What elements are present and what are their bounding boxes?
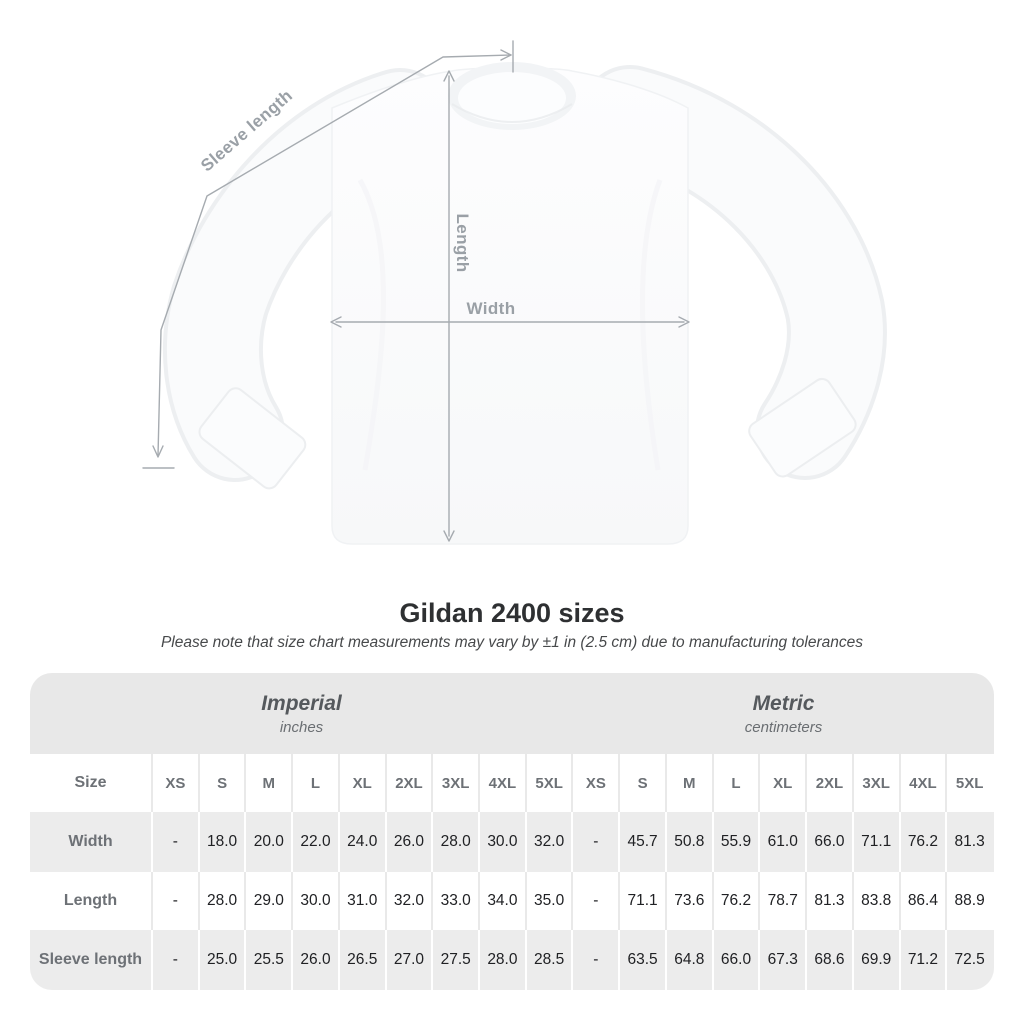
cell-imperial-sleeve-length-3xl: 27.5 xyxy=(433,930,480,990)
cell-imperial-width-5xl: 32.0 xyxy=(527,812,574,872)
size-column-header: Size xyxy=(30,754,153,812)
cell-metric-width-m: 50.8 xyxy=(667,812,714,872)
width-label: Width xyxy=(466,299,516,318)
header-metric-4xl: 4XL xyxy=(901,754,948,812)
imperial-header: Imperial xyxy=(261,691,342,715)
cell-metric-sleeve-length-2xl: 68.6 xyxy=(807,930,854,990)
size-grid xyxy=(30,754,994,990)
metric-unit-label: centimeters xyxy=(744,718,823,736)
header-metric-3xl: 3XL xyxy=(854,754,901,812)
header-imperial-l: L xyxy=(293,754,340,812)
header-imperial-3xl: 3XL xyxy=(433,754,480,812)
cell-metric-sleeve-length-xl: 67.3 xyxy=(760,930,807,990)
imperial-header-group xyxy=(30,673,573,754)
cell-metric-sleeve-length-s: 63.5 xyxy=(620,930,667,990)
cell-imperial-width-xs: - xyxy=(153,812,200,872)
cell-metric-sleeve-length-5xl: 72.5 xyxy=(947,930,994,990)
cell-imperial-width-s: 18.0 xyxy=(200,812,247,872)
cell-metric-length-xl: 78.7 xyxy=(760,872,807,930)
cell-imperial-sleeve-length-xs: - xyxy=(153,930,200,990)
cell-metric-sleeve-length-4xl: 71.2 xyxy=(901,930,948,990)
cell-imperial-sleeve-length-l: 26.0 xyxy=(293,930,340,990)
header-imperial-m: M xyxy=(246,754,293,812)
unit-header-band xyxy=(30,673,994,754)
header-metric-2xl: 2XL xyxy=(807,754,854,812)
cell-metric-sleeve-length-m: 64.8 xyxy=(667,930,714,990)
cell-imperial-length-s: 28.0 xyxy=(200,872,247,930)
row-label-length: Length xyxy=(30,872,153,930)
length-label: Length xyxy=(453,213,472,273)
cell-imperial-length-xs: - xyxy=(153,872,200,930)
cell-metric-length-l: 76.2 xyxy=(714,872,761,930)
cell-metric-length-s: 71.1 xyxy=(620,872,667,930)
cell-metric-sleeve-length-xs: - xyxy=(573,930,620,990)
header-metric-xl: XL xyxy=(760,754,807,812)
cell-metric-width-xl: 61.0 xyxy=(760,812,807,872)
cell-metric-sleeve-length-3xl: 69.9 xyxy=(854,930,901,990)
cell-metric-width-l: 55.9 xyxy=(714,812,761,872)
cell-metric-width-2xl: 66.0 xyxy=(807,812,854,872)
tolerance-note: Please note that size chart measurements may vary by ±1 in (2.5 cm) due to manufacturing tolerances xyxy=(160,634,864,651)
cell-imperial-width-m: 20.0 xyxy=(246,812,293,872)
cell-imperial-length-3xl: 33.0 xyxy=(433,872,480,930)
cell-imperial-width-3xl: 28.0 xyxy=(433,812,480,872)
cell-imperial-width-2xl: 26.0 xyxy=(387,812,434,872)
cell-imperial-sleeve-length-5xl: 28.5 xyxy=(527,930,574,990)
cell-metric-length-3xl: 83.8 xyxy=(854,872,901,930)
header-metric-s: S xyxy=(620,754,667,812)
page-title: Gildan 2400 sizes xyxy=(399,598,625,628)
cell-imperial-length-5xl: 35.0 xyxy=(527,872,574,930)
cell-metric-width-5xl: 81.3 xyxy=(947,812,994,872)
cell-imperial-width-xl: 24.0 xyxy=(340,812,387,872)
header-imperial-2xl: 2XL xyxy=(387,754,434,812)
header-imperial-xl: XL xyxy=(340,754,387,812)
cell-metric-sleeve-length-l: 66.0 xyxy=(714,930,761,990)
cell-metric-length-5xl: 88.9 xyxy=(947,872,994,930)
row-label-sleeve-length: Sleeve length xyxy=(30,930,153,990)
cell-metric-width-4xl: 76.2 xyxy=(901,812,948,872)
cell-imperial-length-xl: 31.0 xyxy=(340,872,387,930)
cell-imperial-length-4xl: 34.0 xyxy=(480,872,527,930)
row-label-width: Width xyxy=(30,812,153,872)
metric-header-group xyxy=(573,673,994,754)
cell-metric-width-s: 45.7 xyxy=(620,812,667,872)
cell-imperial-sleeve-length-2xl: 27.0 xyxy=(387,930,434,990)
cell-imperial-sleeve-length-m: 25.5 xyxy=(246,930,293,990)
size-table-card xyxy=(30,673,994,990)
header-imperial-5xl: 5XL xyxy=(527,754,574,812)
header-imperial-s: S xyxy=(200,754,247,812)
cell-imperial-sleeve-length-xl: 26.5 xyxy=(340,930,387,990)
cell-imperial-length-l: 30.0 xyxy=(293,872,340,930)
header-imperial-4xl: 4XL xyxy=(480,754,527,812)
cell-imperial-length-2xl: 32.0 xyxy=(387,872,434,930)
header-metric-l: L xyxy=(714,754,761,812)
imperial-unit-label: inches xyxy=(279,718,324,736)
cell-imperial-sleeve-length-s: 25.0 xyxy=(200,930,247,990)
header-imperial-xs: XS xyxy=(153,754,200,812)
cell-metric-length-xs: - xyxy=(573,872,620,930)
cell-metric-width-3xl: 71.1 xyxy=(854,812,901,872)
cell-imperial-length-m: 29.0 xyxy=(246,872,293,930)
cell-metric-length-m: 73.6 xyxy=(667,872,714,930)
cell-imperial-width-l: 22.0 xyxy=(293,812,340,872)
cell-imperial-sleeve-length-4xl: 28.0 xyxy=(480,930,527,990)
cell-metric-width-xs: - xyxy=(573,812,620,872)
header-metric-5xl: 5XL xyxy=(947,754,994,812)
cell-metric-length-2xl: 81.3 xyxy=(807,872,854,930)
header-metric-m: M xyxy=(667,754,714,812)
cell-metric-length-4xl: 86.4 xyxy=(901,872,948,930)
header-metric-xs: XS xyxy=(573,754,620,812)
metric-header: Metric xyxy=(752,691,815,715)
cell-imperial-width-4xl: 30.0 xyxy=(480,812,527,872)
sleeve-length-label: Sleeve length xyxy=(197,85,297,176)
